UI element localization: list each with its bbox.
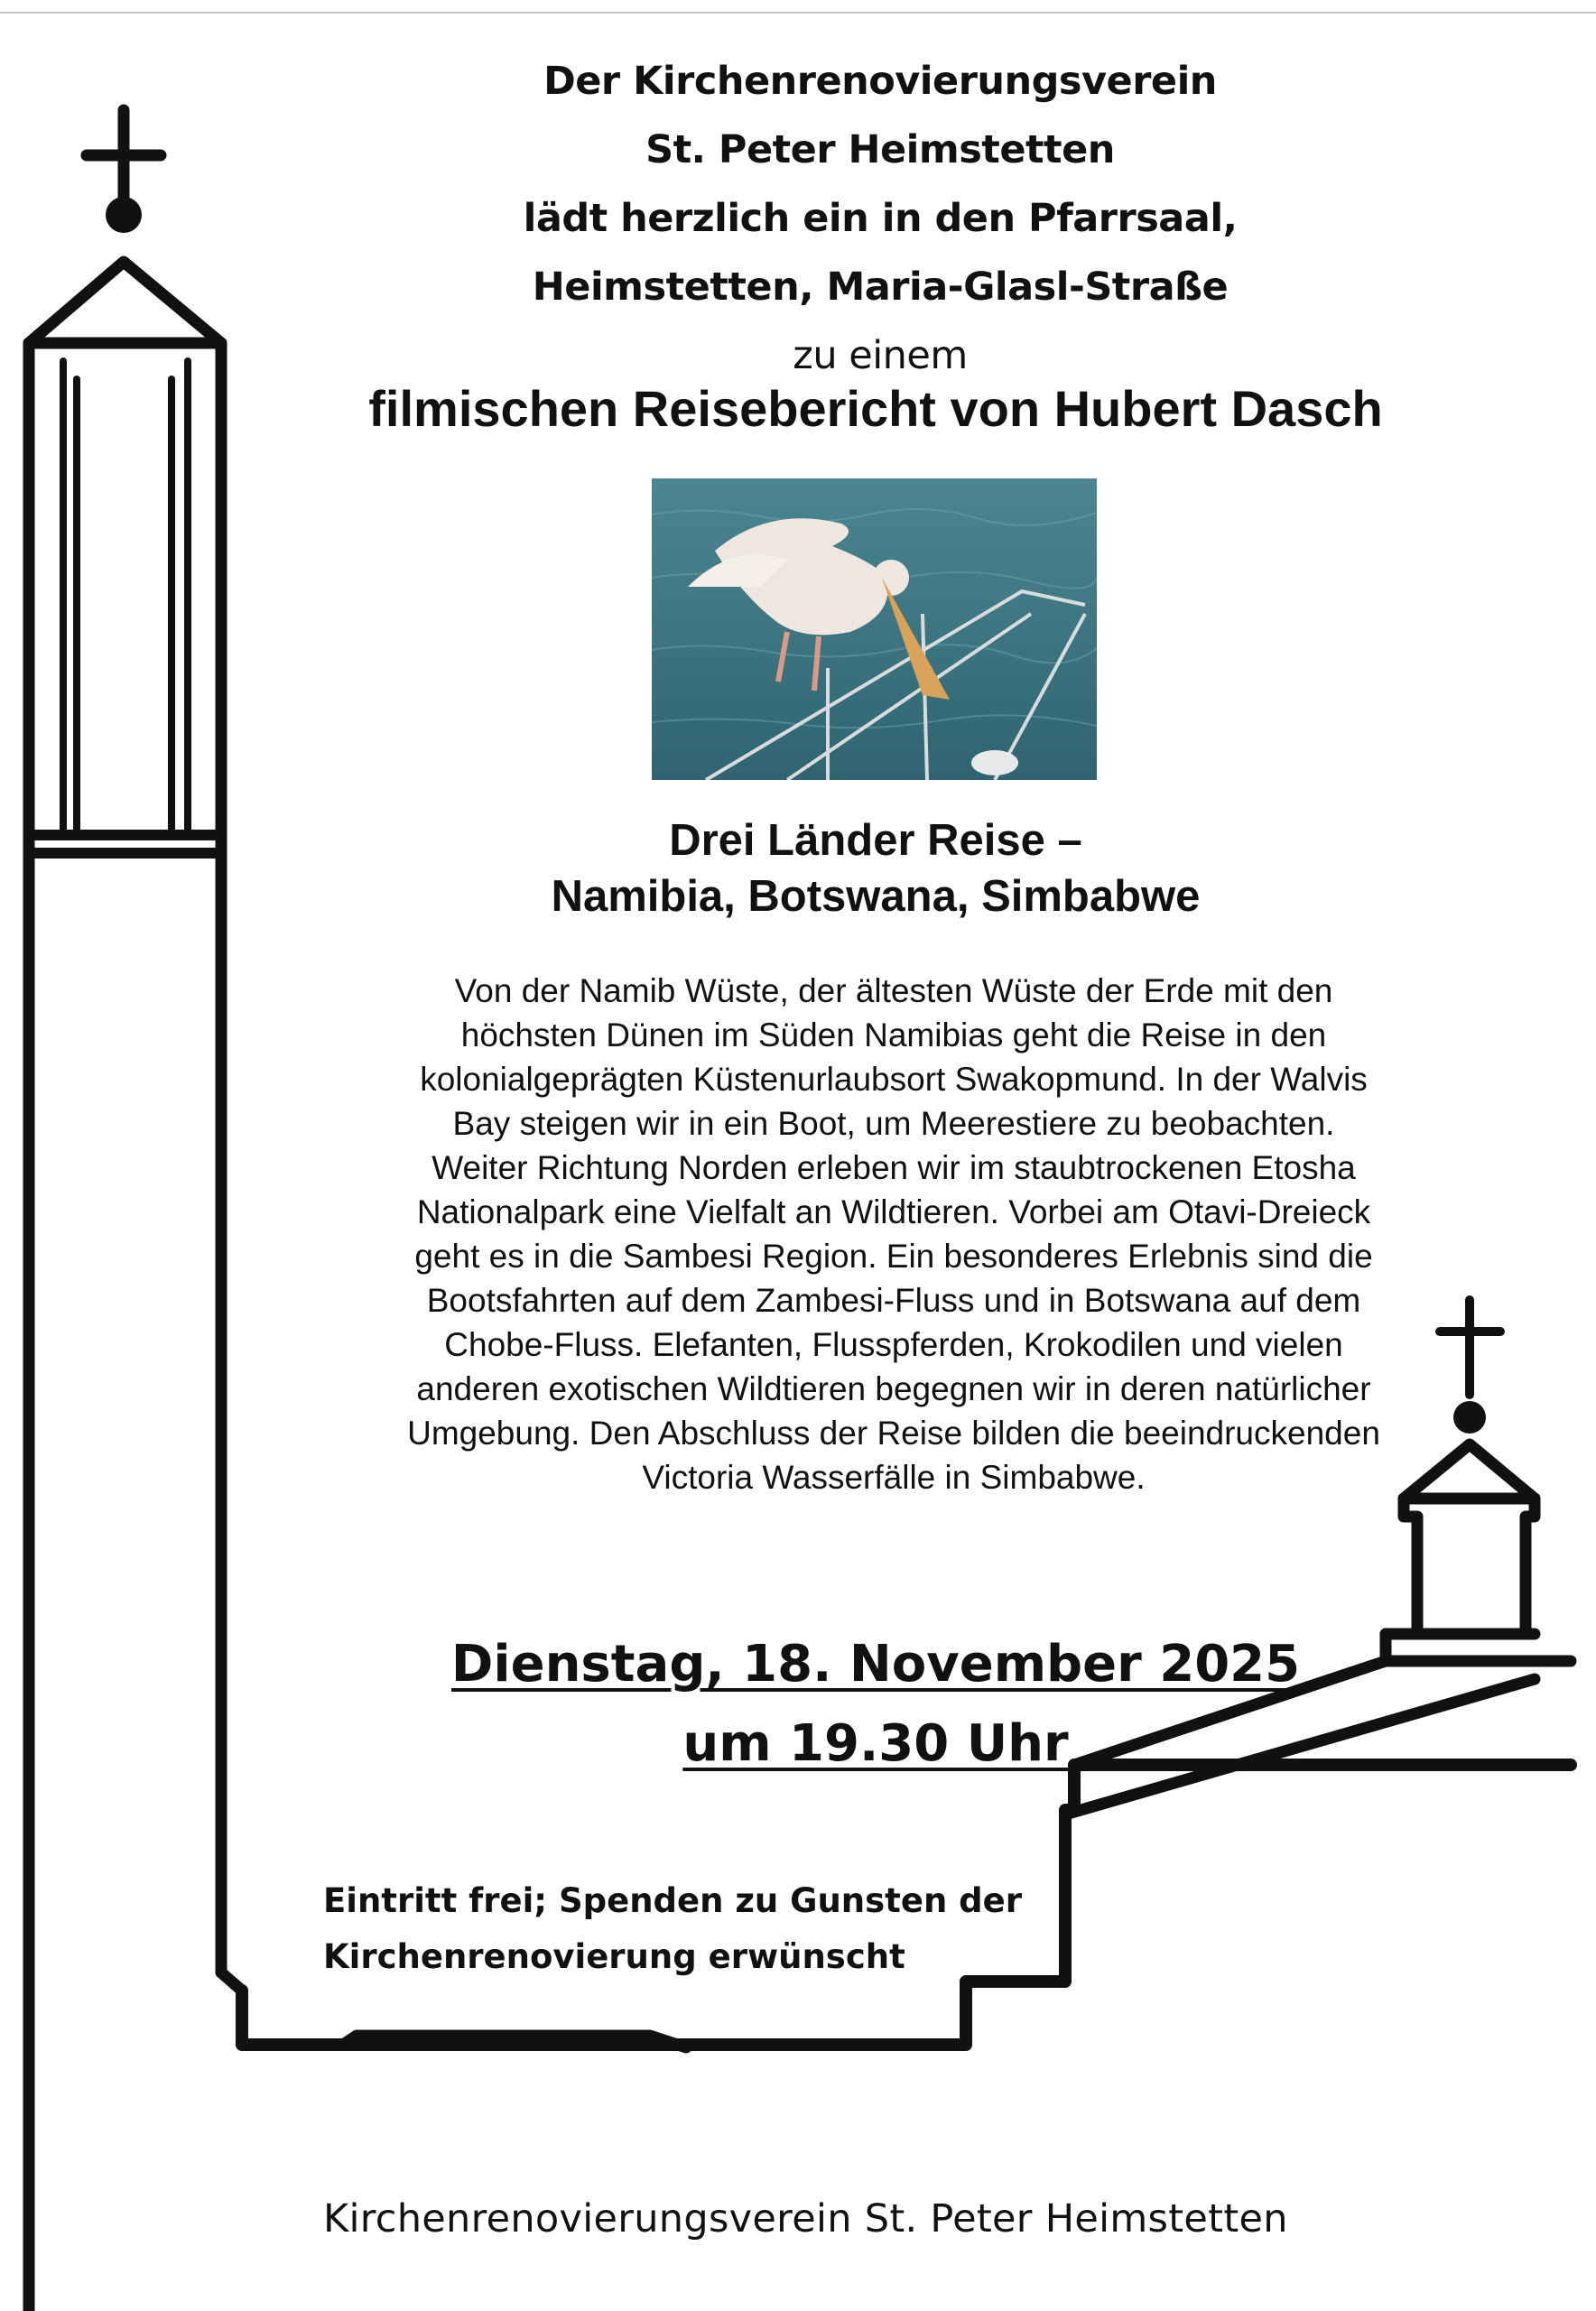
event-date (397, 1625, 1354, 1784)
description-line: Weiter Richtung Norden erleben wir im staubtrockenen Etosha (431, 1149, 1356, 1186)
header-line-1: Der Kirchenrenovierungsverein (543, 59, 1217, 104)
description-line: Umgebung. Den Abschluss der Reise bilden die beeindruckenden (407, 1415, 1380, 1452)
pelican-photo (652, 478, 1097, 780)
description-line: Bay steigen wir in ein Boot, um Meerestiere zu beobachten. (452, 1105, 1335, 1142)
description-line: Chobe-Fluss. Elefanten, Flusspferden, Krokodilen und vielen (444, 1326, 1343, 1363)
organizer-footer: Kirchenrenovierungsverein St. Peter Heimstetten (323, 2196, 1288, 2241)
date-line-1: Dienstag, 18. November 2025 (450, 1635, 1301, 1694)
description-line: Nationalpark eine Vielfalt an Wildtieren. Vorbei am Otavi-Dreieck (416, 1193, 1371, 1230)
header-line-5: zu einem (793, 333, 968, 378)
description-line: kolonialgeprägten Küstenurlaubsort Swakopmund. In der Walvis (420, 1061, 1368, 1098)
subtitle-line-2: Namibia, Botswana, Simbabwe (551, 872, 1201, 921)
date-line-2: um 19.30 Uhr (682, 1714, 1069, 1773)
event-title: filmischen Reisebericht von Hubert Dasch (368, 380, 1383, 437)
description-line: Bootsfahrten auf dem Zambesi-Fluss und in Botswana auf dem (426, 1282, 1361, 1319)
invitation-header (307, 47, 1453, 390)
header-line-2: St. Peter Heimstetten (645, 127, 1115, 172)
admission-line-2: Kirchenrenovierung erwünscht (323, 1937, 905, 1976)
description-line: Victoria Wasserfälle in Simbabwe. (642, 1459, 1146, 1496)
description-line: anderen exotischen Wildtieren begegnen wir in deren natürlicher (416, 1370, 1371, 1407)
admission-line-1: Eintritt frei; Spenden zu Gunsten der (323, 1881, 1023, 1920)
description-line: höchsten Dünen im Süden Namibias geht die Reise in den (460, 1016, 1327, 1053)
header-line-3: lädt herzlich ein in den Pfarrsaal, (523, 196, 1238, 241)
description-line: geht es in die Sambesi Region. Ein besonderes Erlebnis sind die (414, 1238, 1373, 1275)
trip-description (316, 969, 1471, 1499)
subtitle-line-1: Drei Länder Reise – (669, 816, 1082, 865)
description-line: Von der Namib Wüste, der ältesten Wüste der Erde mit den (454, 972, 1333, 1009)
header-line-4: Heimstetten, Maria-Glasl-Straße (532, 265, 1229, 310)
admission-note (323, 1873, 1118, 1985)
trip-subtitle (379, 812, 1372, 924)
